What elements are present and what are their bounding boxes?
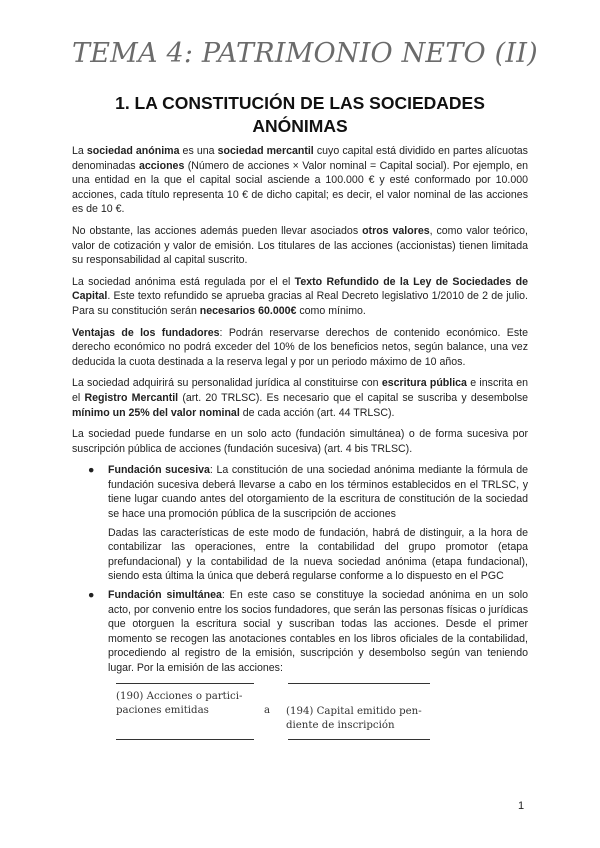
journal-credit-account: (194) Capital emitido pen- diente de inscripción	[286, 706, 422, 731]
paragraph-foundation-types: La sociedad puede fundarse en un solo acto (fundación simultánea) o de forma sucesiva por suscripción pública de acciones (fundación sucesiva) (art. 4 bis TRLSC).	[72, 428, 528, 455]
foundation-list	[72, 463, 528, 675]
list-item-sucesiva: ● Fundación sucesiva: La constitución de una sociedad anónima mediante la fórmula de fundación sucesiva deberá llevarse a cabo en los términos establecidos en el TRLSC, y tiene lugar cuando antes del otorgamiento de la escritura de constitución de la sociedad se hace una promoción pública de la suscripción de acciones Dadas las características de este modo de fundación, habrá de distinguir, a la hora de contabilizar las operaciones, entre la contabilidad del grupo promotor (etapa prefundacional) y la contabilidad de la nueva sociedad anónima (etapa fundacional), siendo esta última la única que deberá regularse conforme a lo dispuesto en el PGC	[88, 464, 528, 583]
paragraph-definition: La sociedad anónima es una sociedad mercantil cuyo capital está dividido en partes alícuotas denominadas acciones (Número de acciones × Valor nominal = Capital social). Por ejemplo, en una entidad en la que el capital social asciende a 100.000 € y esté conformado por 10.000 acciones, cada título representa 10 € de dicho capital; es decir, el valor nominal de las acciones es de 10 €.	[72, 145, 528, 216]
journal-debit-account: (190) Acciones o partici- paciones emitidas	[116, 691, 243, 716]
journal-connector: a	[264, 705, 271, 716]
journal-rule-bottom-right	[288, 739, 430, 740]
page-number: 1	[518, 800, 525, 812]
paragraph-other-values: No obstante, las acciones además pueden llevar asociados otros valores, como valor teórico, valor de cotización y valor de emisión. Los titulares de las acciones (accionistas) tienen limitada su responsabilidad al capital suscrito.	[72, 224, 528, 267]
section-heading	[72, 92, 528, 138]
list-item-simultanea: ● Fundación simultánea: En este caso se constituye la sociedad anónima en un solo acto, por convenio entre los socios fundadores, que serán las personas físicas o jurídicas que otorguen la escritura social y suscriban todas las acciones. Desde el primer momento se recogen las anotaciones contables en los libros oficiales de la contabilidad, procediendo al registro de la emisión, suscripción y desembolso según van teniendo lugar. Por la emisión de las acciones:	[88, 589, 529, 674]
journal-rule-top-right	[288, 683, 430, 684]
section-heading-line-2: ANÓNIMAS	[252, 116, 348, 136]
journal-rule-top-left	[116, 683, 254, 684]
paragraph-regulation: La sociedad anónima está regulada por el el Texto Refundido de la Ley de Sociedades de Capital. Este texto refundido se aprueba gracias al Real Decreto legislativo 1/2010 de 2 de julio. Para su constitución serán necesarios 60.000€ como mínimo.	[72, 275, 528, 317]
list-item-sucesiva-detail: Dadas las características de este modo de fundación, habrá de distinguir, a la hora de contabilizar las operaciones, entre la contabilidad del grupo promotor (etapa prefundacional) y la contabilidad de la nueva sociedad anónima (etapa fundacional), siendo esta última la única que deberá regularse conforme a lo dispuesto en el PGC	[108, 526, 528, 583]
tema-title: TEMA 4: PATRIMONIO NETO (II)	[72, 38, 538, 69]
paragraph-legal-personality: La sociedad adquirirá su personalidad jurídica al constituirse con escritura pública e inscrita en el Registro Mercantil (art. 20 TRLSC). Es necesario que el capital se suscriba y desembolse mínimo un 25% del valor nominal de cada acción (art. 44 TRLSC).	[72, 377, 529, 419]
journal-rule-bottom-left	[116, 739, 254, 740]
paragraph-founder-advantages: Ventajas de los fundadores: Podrán reservarse derechos de contenido económico. Este derecho económico no podrá exceder del 10% de los beneficios netos, según balance, una vez deducida la cuota destinada a la reserva legal y por un periodo máximo de 10 años.	[72, 326, 529, 368]
body-text	[72, 144, 528, 680]
bullet-icon: ●	[88, 464, 95, 477]
section-heading-line-1: 1. LA CONSTITUCIÓN DE LAS SOCIEDADES	[115, 93, 485, 113]
bullet-icon: ●	[88, 589, 95, 602]
journal-entry	[116, 683, 432, 741]
